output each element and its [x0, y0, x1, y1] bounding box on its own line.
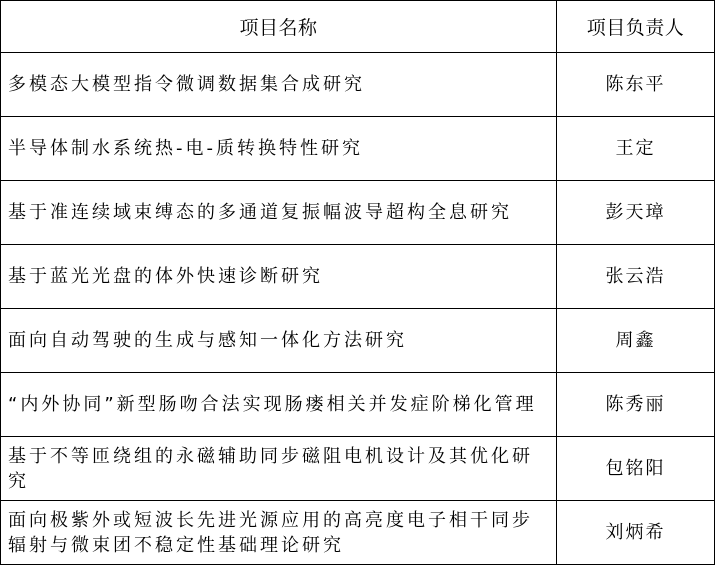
table-row	[1, 309, 715, 373]
header-project-name: 项目名称	[1, 1, 557, 53]
table-header	[1, 1, 715, 53]
header-row	[1, 1, 715, 53]
project-name-cell: “内外协同”新型肠吻合法实现肠瘘相关并发症阶梯化管理	[1, 373, 557, 437]
table-body	[1, 53, 715, 565]
table-row	[1, 117, 715, 181]
table-row	[1, 181, 715, 245]
project-name-cell: 基于准连续域束缚态的多通道复振幅波导超构全息研究	[1, 181, 557, 245]
project-name-cell: 面向自动驾驶的生成与感知一体化方法研究	[1, 309, 557, 373]
project-name-cell: 多模态大模型指令微调数据集合成研究	[1, 53, 557, 117]
table-row	[1, 373, 715, 437]
project-lead-cell: 刘炳希	[557, 501, 715, 565]
project-lead-cell: 彭天璋	[557, 181, 715, 245]
project-lead-cell: 周鑫	[557, 309, 715, 373]
project-lead-cell: 包铭阳	[557, 437, 715, 501]
project-lead-cell: 陈东平	[557, 53, 715, 117]
table-row	[1, 53, 715, 117]
project-lead-cell: 陈秀丽	[557, 373, 715, 437]
project-name-cell: 半导体制水系统热-电-质转换特性研究	[1, 117, 557, 181]
table-row	[1, 437, 715, 501]
header-project-lead: 项目负责人	[557, 1, 715, 53]
table-row	[1, 501, 715, 565]
project-name-cell: 基于蓝光光盘的体外快速诊断研究	[1, 245, 557, 309]
project-name-cell: 面向极紫外或短波长先进光源应用的高亮度电子相干同步辐射与微束团不稳定性基础理论研究	[1, 501, 557, 565]
project-lead-cell: 王定	[557, 117, 715, 181]
table-row	[1, 245, 715, 309]
project-name-cell: 基于不等匝绕组的永磁辅助同步磁阻电机设计及其优化研究	[1, 437, 557, 501]
project-lead-cell: 张云浩	[557, 245, 715, 309]
